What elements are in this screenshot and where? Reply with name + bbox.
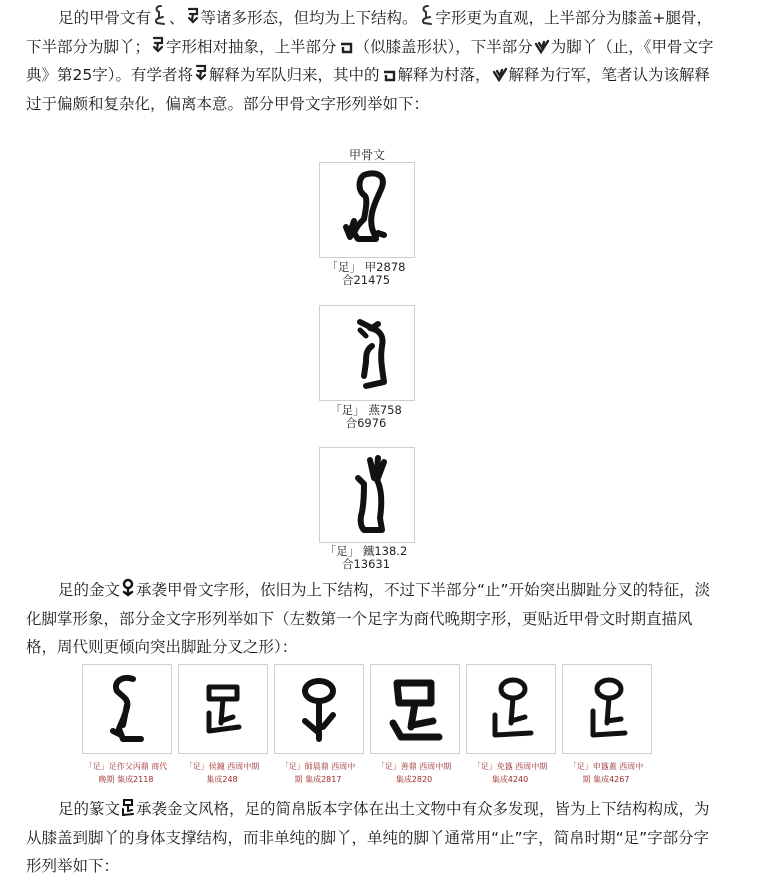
- knee-component-icon: [338, 41, 354, 55]
- bronze-glyph-caption-6: 「足」申簋蓋 西周中 期 集成4267: [568, 762, 644, 784]
- oracle-glyph-caption-2: 「足」 燕758 合6976: [330, 403, 402, 430]
- bronze-glyph-caption-3: 「足」師晨鼎 西周中 期 集成2817: [280, 762, 356, 784]
- foot-component-icon-2: [492, 67, 508, 83]
- oracle-glyph-caption-3: 「足」 鐵138.2 合13631: [324, 544, 408, 571]
- bronze-glyph-image-5: [466, 664, 556, 754]
- oracle-glyph-inline-1: [152, 4, 168, 26]
- bronze-glyph-image-3: [274, 664, 364, 754]
- foot-component-icon: [534, 39, 550, 55]
- oracle-glyph-inline-4: [151, 35, 165, 55]
- paragraph-bronze-intro: 足的金文 承袭甲骨文字形，依旧为上下结构，不过下半部分“止”开始突出脚趾分叉的特征，淡化脚掌形象，部分金文字形列举如下（左数第一个足字为商代晚期字形，更贴近甲骨文时期直描风格，周代则更倾向突出脚趾分叉之形）：: [26, 576, 716, 662]
- paragraph-seal-intro: 足的篆文 承袭金文风格，足的简帛版本字体在出土文物中有众多发现，皆为上下结构构成，为从膝盖到脚丫的身体支撑结构，而非单纯的脚丫，单纯的脚丫通常用“止”字，简帛时期“足”字部分字形列举如下：: [26, 795, 716, 881]
- oracle-glyph-image-3: [319, 447, 415, 543]
- oracle-section-title: 甲骨文: [348, 148, 385, 162]
- bronze-glyph-inline: [121, 578, 135, 598]
- bronze-glyph-caption-1: 「足」足作父丙鼎 商代 晚期 集成2118: [84, 762, 168, 784]
- knee-component-icon-2: [381, 69, 397, 83]
- bronze-glyph-caption-2: 「足」侯鐘 西周中期 集成248: [184, 762, 260, 784]
- oracle-glyph-inline-2: [186, 6, 200, 26]
- oracle-glyph-inline-5: [194, 63, 208, 83]
- seal-glyph-inline: [121, 797, 135, 817]
- bronze-glyph-image-4: [370, 664, 460, 754]
- oracle-glyph-image-2: [319, 305, 415, 401]
- bronze-glyph-image-6: [562, 664, 652, 754]
- paragraph-oracle-intro: 足的甲骨文有 、 等诸多形态，但均为上下结构。 字形更为直观，上半部分为膝盖+腿骨，下半部分为脚丫； 字形相对抽象，上半部分 （似膝盖形状），下半部分 为脚丫（止，《甲骨文字典》第25字）。有学者将 解释为军队归来，其中的 解释为村落， 解释为行军，笔者认为该解释过于偏颇和复杂化，偏离本意。部分甲骨文字形列举如下：: [26, 4, 716, 118]
- bronze-glyph-image-1: [82, 664, 172, 754]
- bronze-glyph-caption-5: 「足」免簋 西周中期 集成4240: [472, 762, 548, 784]
- bronze-glyph-image-2: [178, 664, 268, 754]
- oracle-glyph-image-1: [319, 162, 415, 258]
- oracle-glyph-caption-1: 「足」 甲2878 合21475: [326, 260, 406, 287]
- oracle-glyph-inline-3: [419, 4, 435, 26]
- bronze-glyph-caption-4: 「足」善鼎 西周中期 集成2820: [376, 762, 452, 784]
